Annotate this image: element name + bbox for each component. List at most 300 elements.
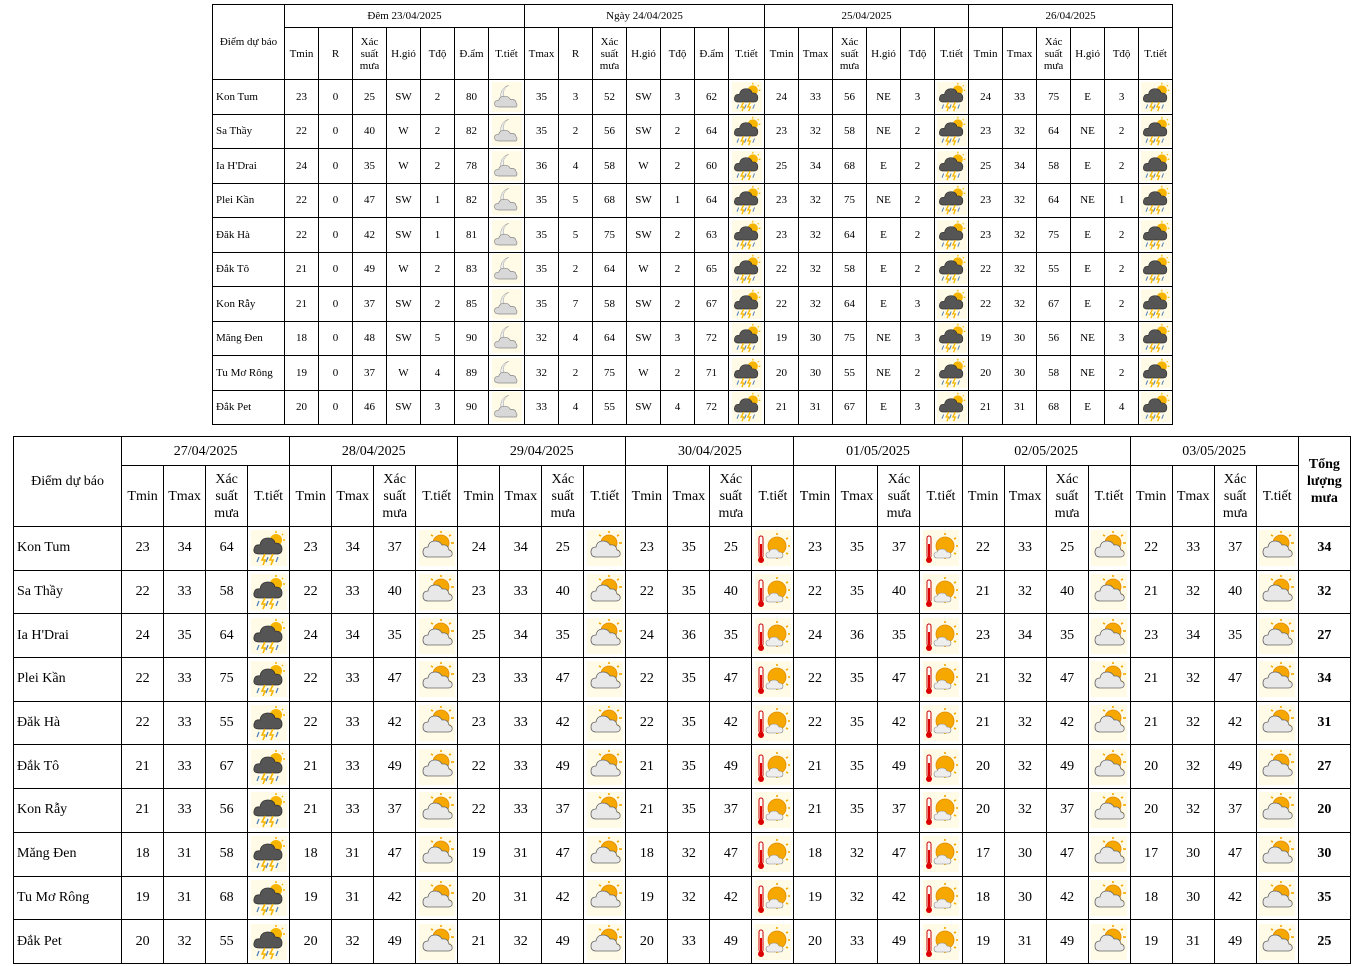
value-cell: 49 [542, 920, 584, 964]
value-cell: 67 [1037, 287, 1071, 322]
weather-cell [248, 701, 290, 745]
value-cell: 33 [836, 920, 878, 964]
hot-sun-icon [755, 749, 791, 785]
weather-cell [1256, 789, 1298, 833]
value-cell: 67 [206, 745, 248, 789]
cloudy-night-icon [492, 151, 522, 181]
thunderstorm-icon [937, 151, 967, 181]
hot-sun-icon [755, 705, 791, 741]
location-name: Tu Mơ Rông [14, 876, 122, 920]
weather-cell [248, 658, 290, 702]
value-cell: E [867, 218, 901, 253]
location-name: Kon Rẫy [213, 287, 285, 322]
value-cell: 35 [710, 614, 752, 658]
weather-cell [935, 321, 969, 356]
location-name: Đắk Tô [213, 252, 285, 287]
value-cell: 25 [1046, 527, 1088, 571]
partly-sunny-icon [587, 836, 623, 872]
value-cell: 67 [833, 390, 867, 425]
value-cell: 32 [668, 876, 710, 920]
value-cell: 20 [794, 920, 836, 964]
value-cell: 32 [1004, 570, 1046, 614]
partly-sunny-icon [1259, 880, 1295, 916]
value-cell: 32 [799, 252, 833, 287]
partly-sunny-icon [587, 705, 623, 741]
value-cell: 22 [765, 252, 799, 287]
value-cell: 35 [525, 218, 559, 253]
value-cell: E [867, 390, 901, 425]
column-header: T.tiết [584, 466, 626, 527]
value-cell: 3 [661, 321, 695, 356]
table-row [213, 149, 1173, 184]
weather-cell [489, 321, 525, 356]
column-header: Tmin [765, 28, 799, 80]
value-cell: 42 [878, 701, 920, 745]
partly-sunny-icon [587, 530, 623, 566]
value-cell: 22 [290, 658, 332, 702]
partly-sunny-icon [419, 618, 455, 654]
thunderstorm-icon [1141, 151, 1171, 181]
value-cell: 58 [1037, 149, 1071, 184]
weather-cell [729, 80, 765, 115]
value-cell: 48 [353, 321, 387, 356]
value-cell: SW [387, 183, 421, 218]
weather-cell [416, 832, 458, 876]
value-cell: 35 [668, 789, 710, 833]
cloudy-night-icon [492, 220, 522, 250]
value-cell: 23 [122, 527, 164, 571]
value-cell: 35 [525, 252, 559, 287]
weather-cell [584, 614, 626, 658]
day-header: 01/05/2025 [794, 437, 962, 466]
thunderstorm-icon [732, 185, 762, 215]
value-cell: 19 [122, 876, 164, 920]
day-header: 30/04/2025 [626, 437, 794, 466]
value-cell: 47 [542, 832, 584, 876]
value-cell: 42 [542, 701, 584, 745]
value-cell: 47 [374, 658, 416, 702]
day-header: 25/04/2025 [765, 5, 969, 28]
weather-cell [1139, 252, 1173, 287]
total-rain: 34 [1298, 527, 1350, 571]
weather-cell [584, 920, 626, 964]
value-cell: 32 [1004, 789, 1046, 833]
value-cell: 19 [290, 876, 332, 920]
value-cell: 33 [799, 80, 833, 115]
thunderstorm-icon [1141, 392, 1171, 422]
hot-sun-icon [755, 792, 791, 828]
value-cell: 2 [1105, 114, 1139, 149]
value-cell: 33 [332, 745, 374, 789]
weather-cell [1139, 183, 1173, 218]
value-cell: 22 [969, 252, 1003, 287]
value-cell: NE [1071, 114, 1105, 149]
weather-cell [584, 701, 626, 745]
value-cell: 22 [122, 701, 164, 745]
weather-cell [935, 218, 969, 253]
partly-sunny-icon [1091, 661, 1127, 697]
column-header: Tđộ [1105, 28, 1139, 80]
value-cell: E [1071, 390, 1105, 425]
value-cell: 30 [1003, 356, 1037, 391]
value-cell: 2 [661, 149, 695, 184]
partly-sunny-icon [1259, 924, 1295, 960]
thunderstorm-icon [937, 392, 967, 422]
value-cell: 32 [1003, 287, 1037, 322]
value-cell: E [1071, 80, 1105, 115]
thunderstorm-icon [1141, 220, 1171, 250]
value-cell: 49 [1214, 745, 1256, 789]
column-header: Tđộ [421, 28, 455, 80]
weather-cell [752, 789, 794, 833]
value-cell: 30 [1172, 832, 1214, 876]
value-cell: 33 [164, 701, 206, 745]
value-cell: 2 [901, 114, 935, 149]
hot-sun-icon [755, 880, 791, 916]
thunderstorm-icon [732, 220, 762, 250]
value-cell: 80 [455, 80, 489, 115]
column-header: H.gió [1071, 28, 1105, 80]
weather-cell [416, 876, 458, 920]
value-cell: 78 [455, 149, 489, 184]
thunderstorm-icon [251, 749, 287, 785]
value-cell: 0 [319, 149, 353, 184]
value-cell: 22 [1130, 527, 1172, 571]
value-cell: 25 [969, 149, 1003, 184]
value-cell: 31 [1003, 390, 1037, 425]
value-cell: 75 [833, 321, 867, 356]
weather-cell [752, 614, 794, 658]
thunderstorm-icon [1141, 185, 1171, 215]
value-cell: SW [387, 80, 421, 115]
value-cell: 21 [1130, 658, 1172, 702]
value-cell: E [867, 287, 901, 322]
column-header: Tmin [962, 466, 1004, 527]
value-cell: 2 [421, 287, 455, 322]
value-cell: 23 [290, 527, 332, 571]
value-cell: 37 [374, 527, 416, 571]
value-cell: 2 [1105, 356, 1139, 391]
value-cell: 32 [1004, 701, 1046, 745]
partly-sunny-icon [1259, 749, 1295, 785]
value-cell: 35 [525, 114, 559, 149]
value-cell: 58 [833, 252, 867, 287]
total-rain-header: Tổng lượng mưa [1298, 437, 1350, 527]
value-cell: 35 [668, 658, 710, 702]
table-row [14, 701, 1351, 745]
weather-cell [1139, 356, 1173, 391]
value-cell: 42 [1214, 876, 1256, 920]
value-cell: 42 [710, 876, 752, 920]
location-name: Kon Rẫy [14, 789, 122, 833]
thunderstorm-icon [251, 924, 287, 960]
value-cell: 33 [164, 658, 206, 702]
cloudy-night-icon [492, 289, 522, 319]
value-cell: 81 [455, 218, 489, 253]
column-header: Xác suất mưa [374, 466, 416, 527]
value-cell: 23 [458, 570, 500, 614]
value-cell: 3 [421, 390, 455, 425]
hot-sun-icon [755, 530, 791, 566]
location-name: Plei Kần [14, 658, 122, 702]
weather-cell [1139, 114, 1173, 149]
weather-cell [920, 527, 962, 571]
location-header: Điểm dự báo [213, 5, 285, 80]
column-header: Xác suất mưa [1046, 466, 1088, 527]
value-cell: 40 [374, 570, 416, 614]
value-cell: 62 [695, 80, 729, 115]
value-cell: 33 [500, 745, 542, 789]
value-cell: SW [627, 218, 661, 253]
column-header: Tmax [1004, 466, 1046, 527]
value-cell: 2 [1105, 287, 1139, 322]
value-cell: 64 [1037, 114, 1071, 149]
weather-cell [584, 658, 626, 702]
thunderstorm-icon [732, 289, 762, 319]
value-cell: 47 [878, 658, 920, 702]
value-cell: 23 [962, 614, 1004, 658]
column-header: T.tiết [935, 28, 969, 80]
value-cell: 75 [593, 356, 627, 391]
thunderstorm-icon [251, 836, 287, 872]
value-cell: 3 [1105, 321, 1139, 356]
value-cell: 36 [836, 614, 878, 658]
column-header: Tmax [525, 28, 559, 80]
value-cell: 56 [593, 114, 627, 149]
thunderstorm-icon [1141, 116, 1171, 146]
partly-sunny-icon [1091, 749, 1127, 785]
value-cell: 20 [1130, 745, 1172, 789]
weather-cell [416, 789, 458, 833]
day-header: 03/05/2025 [1130, 437, 1298, 466]
hot-sun-icon [923, 705, 959, 741]
column-header: Tmax [500, 466, 542, 527]
table-row [213, 218, 1173, 253]
partly-sunny-icon [419, 661, 455, 697]
value-cell: 21 [285, 287, 319, 322]
value-cell: 0 [319, 356, 353, 391]
weather-cell [1088, 920, 1130, 964]
value-cell: 33 [500, 701, 542, 745]
value-cell: 58 [593, 287, 627, 322]
column-header: Tmax [799, 28, 833, 80]
value-cell: 19 [765, 321, 799, 356]
cloudy-night-icon [492, 82, 522, 112]
partly-sunny-icon [419, 836, 455, 872]
weather-cell [1088, 789, 1130, 833]
value-cell: 32 [525, 321, 559, 356]
value-cell: 55 [206, 701, 248, 745]
hot-sun-icon [923, 880, 959, 916]
column-header: Tmin [1130, 466, 1172, 527]
value-cell: 72 [695, 390, 729, 425]
value-cell: 2 [559, 114, 593, 149]
location-name: Đắk Pet [14, 920, 122, 964]
value-cell: 0 [319, 252, 353, 287]
value-cell: E [867, 149, 901, 184]
value-cell: 33 [164, 570, 206, 614]
column-header: Tmax [1003, 28, 1037, 80]
partly-sunny-icon [1091, 836, 1127, 872]
value-cell: 21 [1130, 570, 1172, 614]
table-row [213, 114, 1173, 149]
total-rain: 25 [1298, 920, 1350, 964]
value-cell: 19 [1130, 920, 1172, 964]
value-cell: 18 [285, 321, 319, 356]
value-cell: NE [867, 183, 901, 218]
value-cell: 31 [500, 832, 542, 876]
thunderstorm-icon [1141, 323, 1171, 353]
value-cell: 23 [765, 183, 799, 218]
thunderstorm-icon [732, 116, 762, 146]
hot-sun-icon [755, 618, 791, 654]
value-cell: 35 [836, 570, 878, 614]
value-cell: 2 [901, 218, 935, 253]
value-cell: 4 [1105, 390, 1139, 425]
column-header: Tmin [458, 466, 500, 527]
weather-cell [1139, 149, 1173, 184]
value-cell: 2 [559, 356, 593, 391]
table-row [14, 789, 1351, 833]
weather-cell [729, 183, 765, 218]
thunderstorm-icon [251, 880, 287, 916]
value-cell: 32 [164, 920, 206, 964]
value-cell: 49 [710, 920, 752, 964]
weather-cell [729, 218, 765, 253]
value-cell: 2 [661, 114, 695, 149]
value-cell: 20 [962, 745, 1004, 789]
column-header: Tmin [626, 466, 668, 527]
value-cell: 35 [525, 183, 559, 218]
thunderstorm-icon [1141, 358, 1171, 388]
table-row [213, 252, 1173, 287]
value-cell: 21 [626, 745, 668, 789]
value-cell: 40 [542, 570, 584, 614]
column-header: T.tiết [729, 28, 765, 80]
thunderstorm-icon [732, 392, 762, 422]
value-cell: 63 [695, 218, 729, 253]
value-cell: 25 [458, 614, 500, 658]
table-row [14, 527, 1351, 571]
location-name: Ia H'Drai [213, 149, 285, 184]
forecast-table-extended [13, 436, 1351, 964]
value-cell: 47 [1046, 832, 1088, 876]
value-cell: 30 [1004, 876, 1046, 920]
value-cell: 2 [421, 252, 455, 287]
column-header: Xác suất mưa [542, 466, 584, 527]
table-row [14, 745, 1351, 789]
value-cell: 64 [833, 287, 867, 322]
value-cell: 35 [525, 287, 559, 322]
value-cell: 20 [626, 920, 668, 964]
hot-sun-icon [923, 749, 959, 785]
column-header: T.tiết [248, 466, 290, 527]
value-cell: 25 [765, 149, 799, 184]
value-cell: 64 [206, 614, 248, 658]
value-cell: NE [1071, 356, 1105, 391]
value-cell: 20 [969, 356, 1003, 391]
value-cell: 31 [1172, 920, 1214, 964]
table-row [14, 876, 1351, 920]
value-cell: 40 [878, 570, 920, 614]
partly-sunny-icon [419, 749, 455, 785]
value-cell: 0 [319, 183, 353, 218]
value-cell: 22 [290, 570, 332, 614]
value-cell: 85 [455, 287, 489, 322]
hot-sun-icon [923, 924, 959, 960]
partly-sunny-icon [587, 792, 623, 828]
value-cell: 23 [969, 218, 1003, 253]
value-cell: 47 [1046, 658, 1088, 702]
value-cell: 23 [765, 218, 799, 253]
thunderstorm-icon [732, 82, 762, 112]
value-cell: 42 [374, 701, 416, 745]
value-cell: 24 [290, 614, 332, 658]
column-header: R [319, 28, 353, 80]
value-cell: 32 [799, 183, 833, 218]
value-cell: 56 [206, 789, 248, 833]
value-cell: 33 [332, 658, 374, 702]
total-rain: 34 [1298, 658, 1350, 702]
weather-cell [920, 614, 962, 658]
weather-cell [1139, 287, 1173, 322]
thunderstorm-icon [937, 116, 967, 146]
value-cell: 34 [1003, 149, 1037, 184]
value-cell: W [387, 252, 421, 287]
weather-cell [1088, 832, 1130, 876]
value-cell: 17 [1130, 832, 1172, 876]
weather-cell [920, 832, 962, 876]
total-rain: 31 [1298, 701, 1350, 745]
table-row [213, 390, 1173, 425]
weather-cell [752, 876, 794, 920]
column-header: Xác suất mưa [710, 466, 752, 527]
value-cell: 19 [458, 832, 500, 876]
column-header: Tmax [164, 466, 206, 527]
value-cell: 35 [668, 527, 710, 571]
day-header: 29/04/2025 [458, 437, 626, 466]
value-cell: 42 [353, 218, 387, 253]
thunderstorm-icon [732, 254, 762, 284]
partly-sunny-icon [1259, 618, 1295, 654]
thunderstorm-icon [732, 358, 762, 388]
value-cell: 22 [962, 527, 1004, 571]
value-cell: SW [387, 390, 421, 425]
value-cell: 64 [695, 114, 729, 149]
value-cell: 20 [962, 789, 1004, 833]
value-cell: 31 [799, 390, 833, 425]
weather-cell [729, 287, 765, 322]
value-cell: 18 [962, 876, 1004, 920]
value-cell: 33 [332, 570, 374, 614]
day-header: 28/04/2025 [290, 437, 458, 466]
value-cell: 49 [374, 920, 416, 964]
partly-sunny-icon [1091, 705, 1127, 741]
value-cell: 33 [164, 789, 206, 833]
weather-cell [1256, 745, 1298, 789]
value-cell: 18 [626, 832, 668, 876]
value-cell: 23 [285, 80, 319, 115]
value-cell: 35 [668, 701, 710, 745]
table-row [14, 832, 1351, 876]
value-cell: 1 [1105, 183, 1139, 218]
value-cell: NE [1071, 183, 1105, 218]
location-name: Sa Thầy [14, 570, 122, 614]
value-cell: SW [627, 321, 661, 356]
column-header: Xác suất mưa [353, 28, 387, 80]
value-cell: 32 [1172, 658, 1214, 702]
value-cell: SW [627, 287, 661, 322]
